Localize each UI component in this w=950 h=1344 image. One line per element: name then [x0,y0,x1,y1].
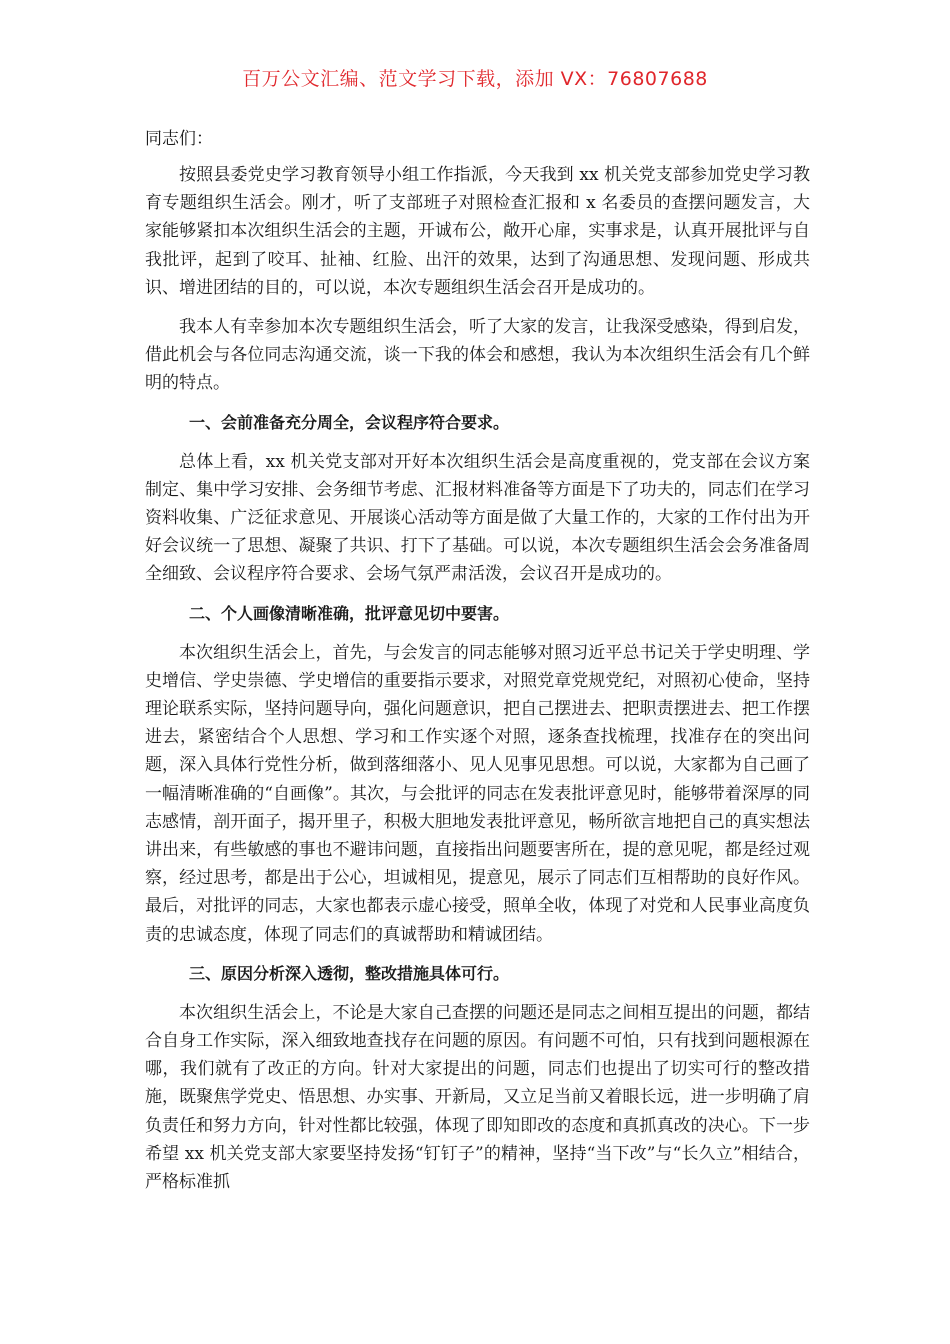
paragraph-section-1: 总体上看，xx 机关党支部对开好本次组织生活会是高度重视的，党支部在会议方案制定、集中学习安排、会务细节考虑、汇报材料准备等方面是下了功夫的，同志们在学习资料收集、广泛征求意见、开展谈心活动等方面是做了大量工作的，大家的工作付出为开好会议统一了思想、凝聚了共识、打下了基础。可以说，本次专题组织生活会会务准备周全细致、会议程序符合要求、会场气氛严肃活泼，会议召开是成功的。 [145,451,810,585]
section-heading-3: 三、原因分析深入透彻，整改措施具体可行。 [189,963,510,983]
salutation: 同志们： [145,129,213,149]
paragraph-intro: 按照县委党史学习教育领导小组工作指派，今天我到 xx 机关党支部参加党史学习教育专题组织生活会。刚才，听了支部班子对照检查汇报和 x 名委员的查摆问题发言，大家能够紧扣本次组织生活会的主题，开诚布公，敞开心扉，实事求是，认真开展批评与自我批评，起到了咬耳、扯袖、红脸、出汗的效果，达到了沟通思想、发现问题、形成共识、增进团结的目的，可以说，本次专题组织生活会召开是成功的。 [145,165,810,298]
paragraph-section-2: 本次组织生活会上，首先，与会发言的同志能够对照习近平总书记关于学史明理、学史增信、学史崇德、学史增信的重要指示要求，对照党章党规党纪，对照初心使命，坚持理论联系实际，坚持问题导向，强化问题意识，把自己摆进去、把职责摆进去、把工作摆进去，紧密结合个人思想、学习和工作实逐个对照，逐条查找梳理，找准存在的突出问题，深入具体行党性分析，做到落细落小、见人见事见思想。可以说，大家都为自己画了一幅清晰准确的“自画像”。其次，与会批评的同志在发表批评意见时，能够带着深厚的同志感情，剖开面子，揭开里子，积极大胆地发表批评意见，畅所欲言地把自己的真实想法讲出来，有些敏感的事也不避讳问题，直接指出问题要害所在，提的意见呢，都是经过观察，经过思考，都是出于公心，坦诚相见，提意见，展示了同志们互相帮助的良好作风。最后，对批评的同志，大家也都表示虚心接受，照单全收，体现了对党和人民事业高度负责的忠诚态度，体现了同志们的真诚帮助和精诚团结。 [145,642,810,945]
section-heading-2: 二、个人画像清晰准确，批评意见切中要害。 [189,603,510,623]
section-heading-1: 一、会前准备充分周全，会议程序符合要求。 [189,412,510,432]
header-banner: 百万公文汇编、范文学习下载，添加 VX：76807688 [242,68,708,90]
paragraph-section-3: 本次组织生活会上，不论是大家自己查摆的问题还是同志之间相互提出的问题，都结合自身工作实际，深入细致地查找存在问题的原因。有问题不可怕，只有找到问题根源在哪，我们就有了改正的方向。针对大家提出的问题，同志们也提出了切实可行的整改措施，既聚焦学党史、悟思想、办实事、开新局，又立足当前又着眼长远，进一步明确了肩负责任和努力方向，针对性都比较强，体现了即知即改的态度和真抓真改的决心。下一步希望 xx 机关党支部大家要坚持发扬“钉钉子”的精神，坚持“当下改”与“长久立”相结合，严格标准抓 [145,1002,810,1193]
paragraph-impressions: 我本人有幸参加本次专题组织生活会，听了大家的发言，让我深受感染，得到启发，借此机会与各位同志沟通交流，谈一下我的体会和感想，我认为本次组织生活会有几个鲜明的特点。 [145,317,810,394]
document-body [145,125,810,1207]
